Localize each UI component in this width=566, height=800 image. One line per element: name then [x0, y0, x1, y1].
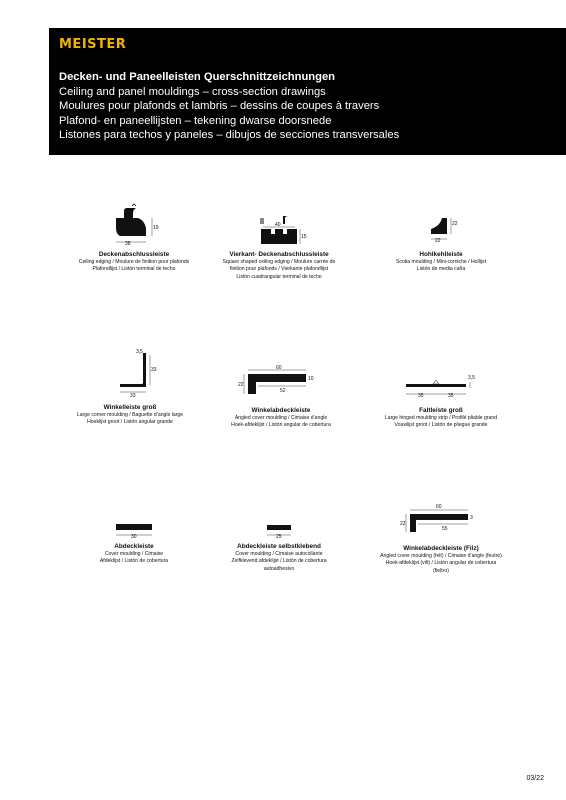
dim-width: 25 — [276, 534, 282, 540]
header-banner — [49, 28, 566, 155]
dim-thickness: 3,5 — [468, 375, 475, 381]
dim-height: 19 — [153, 225, 159, 231]
profile-drawing — [396, 370, 486, 404]
profile-desc-line: Ceiling edging / Moulure de finition pour plafonds — [78, 259, 190, 265]
dim-width: 60 — [436, 504, 442, 510]
profile-drawing — [104, 518, 164, 540]
profile-desc-line: Afdeklijst / Listón de cobertura — [99, 558, 169, 565]
profile-name: Faltleiste groß — [419, 407, 463, 414]
dim-thickness: 3,5 — [136, 349, 143, 355]
profile-faltleiste-gross — [366, 370, 516, 429]
profile-abdeckleiste-selbstklebend — [204, 518, 354, 572]
profile-desc-line: finition pour plafonds / Vierkante plafondlijst — [229, 266, 329, 273]
dim-height: 22 — [238, 382, 244, 388]
profile-desc-line: Zelfklevend afdeklijst / Listón de cobertura — [231, 558, 327, 565]
profile-desc-line: Cover moulding / Cimaise — [104, 551, 164, 557]
dim-width: 60 — [276, 365, 282, 371]
title-es: Listones para techos y paneles – dibujos de secciones transversales — [59, 129, 400, 142]
page-number: 03/22 — [526, 775, 544, 782]
profile-desc-line: (fieltro) — [433, 567, 449, 574]
profile-winkelabdeckleiste — [206, 360, 356, 429]
profile-desc-line: Listón de media caña — [416, 266, 466, 273]
profile-desc-line: Hoeklijst groot / Listón angular grande — [87, 419, 173, 426]
profile-drawing — [236, 360, 326, 404]
dim-inner: 52 — [280, 388, 286, 394]
profile-desc-line: Scotia moulding / Mini-corniche / Hollijst — [395, 259, 487, 265]
profile-desc-line: Angled cover moulding / Cimaise d’angle — [234, 415, 328, 421]
profile-hohlkehlleiste — [366, 198, 516, 273]
profile-desc-line: Large hinged moulding strip / Profilé pliable grand — [384, 415, 498, 421]
title-en: Ceiling and panel mouldings – cross-section drawings — [59, 85, 326, 98]
profile-name: Abdeckleiste selbstklebend — [237, 543, 321, 550]
dim-width: 38 — [125, 241, 131, 247]
profile-vierkant-deckenabschlussleiste — [204, 198, 354, 280]
dim-inner: 55 — [442, 526, 448, 532]
profile-desc-line: Square shaped ceiling edging / Moulure carrée de — [222, 259, 336, 265]
profile-desc-line: Cover moulding / Cimaise autocollante — [235, 551, 323, 557]
profile-drawing — [249, 198, 309, 248]
profile-name: Winkelleiste groß — [103, 404, 157, 411]
dim-thickness: 3 — [470, 515, 473, 521]
profile-desc-line: Hoek-afdeklijst (vilt) / Listón angular de cobertura — [385, 560, 497, 567]
profile-drawing — [100, 345, 160, 401]
profile-desc-line: Hoek-afdeklijst / Listón angular de cobertura — [231, 422, 331, 429]
profile-winkelabdeckleiste-filz — [366, 498, 516, 574]
dim-thickness: 10 — [308, 376, 314, 382]
profile-abdeckleiste — [59, 518, 209, 565]
page-titles — [59, 70, 399, 143]
profile-deckenabschlussleiste — [59, 198, 209, 273]
profile-desc-line: Plafondlijst / Listón terminal de techo — [92, 266, 176, 273]
profile-drawing — [104, 198, 164, 248]
profile-desc-line: Large corner moulding / Baguette d’angle large — [76, 412, 184, 418]
dim-width: 40 — [275, 222, 281, 228]
title-de: Decken- und Paneelleisten Querschnittzeichnungen — [59, 71, 336, 83]
profile-name: Winkelabdeckleiste (Filz) — [403, 545, 479, 552]
profile-drawing — [411, 198, 471, 248]
profile-drawing — [396, 498, 486, 542]
profile-desc-line: Angled cover moulding (felt) / Cimaise d’angle (feutre) — [380, 553, 502, 559]
dim-right: 35 — [448, 393, 454, 399]
profile-name: Abdeckleiste — [114, 543, 154, 550]
dim-width: 22 — [435, 238, 441, 244]
profile-name: Deckenabschlussleiste — [98, 251, 170, 258]
profile-desc-line: Listón cuadrangular terminal de techo — [236, 273, 322, 280]
dim-height: 22 — [400, 521, 406, 527]
dim-width: 33 — [130, 393, 136, 399]
dim-height: 15 — [301, 234, 307, 240]
dim-left: 35 — [418, 393, 424, 399]
profile-drawing — [249, 518, 309, 540]
profile-desc-line: autoadhesivo — [263, 565, 295, 572]
dim-height: 33 — [151, 367, 157, 373]
dim-height: 22 — [452, 221, 458, 227]
profile-name: Winkelabdeckleiste — [251, 407, 311, 414]
profile-name: Vierkant- Deckenabschlussleiste — [229, 251, 329, 258]
dim-width: 30 — [131, 534, 137, 540]
meister-logo: MEISTER — [59, 37, 127, 52]
profile-winkelleiste-gross — [55, 345, 205, 426]
profile-name: Hohlkehlleiste — [419, 251, 463, 258]
profile-desc-line: Vouwlijst groot / Listón de pliegue grande — [394, 422, 488, 429]
title-fr: Moulures pour plafonds et lambris – dessins de coupes à travers — [59, 100, 380, 113]
title-nl: Plafond- en paneellijsten – tekening dwarse doorsnede — [59, 114, 332, 127]
